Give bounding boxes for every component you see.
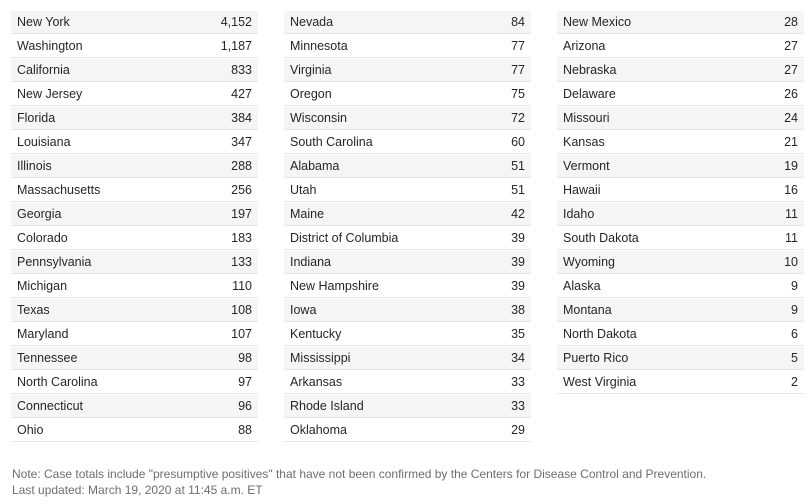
table-row: [284, 179, 531, 202]
state-name: Ohio: [17, 423, 44, 437]
last-updated: Last updated: March 19, 2020 at 11:45 a.m. ET: [12, 482, 263, 497]
case-count: 19: [784, 159, 798, 173]
table-row: [284, 275, 531, 298]
table-row: [284, 299, 531, 322]
table-row: [11, 299, 258, 322]
state-name: Utah: [290, 183, 317, 197]
state-name: Delaware: [563, 87, 616, 101]
state-name: North Dakota: [563, 327, 637, 341]
table-column-3: [557, 11, 804, 394]
state-name: Vermont: [563, 159, 610, 173]
table-row: [284, 227, 531, 250]
case-count: 84: [511, 15, 525, 29]
state-name: Texas: [17, 303, 50, 317]
case-count: 39: [511, 279, 525, 293]
state-name: Massachusetts: [17, 183, 101, 197]
case-count: 96: [238, 399, 252, 413]
table-row: [284, 11, 531, 34]
footnote: Note: Case totals include "presumptive positives" that have not been confirmed by the Centers for Disease Control and Prevention.: [12, 467, 707, 481]
table-row: [11, 251, 258, 274]
table-row: [284, 203, 531, 226]
state-name: Nevada: [290, 15, 334, 29]
table-row: [557, 107, 804, 130]
table-row: [557, 203, 804, 226]
case-count: 4,152: [220, 15, 252, 29]
table-row: [284, 251, 531, 274]
state-name: West Virginia: [563, 375, 637, 389]
state-name: Alabama: [290, 159, 340, 173]
case-count: 10: [784, 255, 798, 269]
table-row: [557, 59, 804, 82]
case-count: 256: [231, 183, 252, 197]
state-name: South Dakota: [563, 231, 639, 245]
table-row: [11, 155, 258, 178]
state-name: Hawaii: [563, 183, 601, 197]
case-count: 39: [511, 231, 525, 245]
case-count: 33: [511, 399, 525, 413]
footer-notes: [12, 467, 706, 498]
state-name: Rhode Island: [290, 399, 364, 413]
table-row: [11, 59, 258, 82]
state-name: Arkansas: [290, 375, 343, 389]
state-name: Alaska: [563, 279, 601, 293]
table-row: [284, 155, 531, 178]
state-name: Connecticut: [17, 399, 84, 413]
case-count: 384: [231, 111, 252, 125]
case-count: 288: [231, 159, 252, 173]
state-name: New Jersey: [17, 87, 83, 101]
table-row: [284, 323, 531, 346]
state-name: New York: [17, 15, 70, 29]
state-name: Colorado: [17, 231, 68, 245]
case-count: 107: [231, 327, 252, 341]
case-count: 98: [238, 351, 252, 365]
table-row: [557, 323, 804, 346]
state-name: Illinois: [17, 159, 52, 173]
table-row: [11, 275, 258, 298]
state-name: Pennsylvania: [17, 255, 92, 269]
case-count: 77: [511, 63, 525, 77]
case-count: 29: [511, 423, 525, 437]
table-row: [284, 35, 531, 58]
case-count: 9: [791, 279, 798, 293]
case-count: 35: [511, 327, 525, 341]
case-count: 72: [511, 111, 525, 125]
state-name: New Mexico: [563, 15, 632, 29]
table-row: [557, 251, 804, 274]
state-name: Wyoming: [563, 255, 615, 269]
case-count: 9: [791, 303, 798, 317]
case-count: 11: [785, 231, 798, 245]
state-name: Washington: [17, 39, 83, 53]
table-row: [11, 371, 258, 394]
case-count: 60: [511, 135, 525, 149]
case-count: 6: [791, 327, 798, 341]
table-column-2: [284, 11, 531, 442]
table-row: [11, 107, 258, 130]
case-count: 110: [232, 279, 252, 293]
state-name: Oklahoma: [290, 423, 347, 437]
table-row: [557, 371, 804, 394]
table-row: [284, 419, 531, 442]
state-name: Maryland: [17, 327, 69, 341]
state-name: New Hampshire: [290, 279, 379, 293]
state-name: Oregon: [290, 87, 332, 101]
table-row: [557, 35, 804, 58]
table-row: [11, 347, 258, 370]
state-name: Kentucky: [290, 327, 342, 341]
state-name: South Carolina: [290, 135, 373, 149]
table-row: [11, 131, 258, 154]
state-name: Nebraska: [563, 63, 617, 77]
case-count: 347: [231, 135, 252, 149]
state-name: Georgia: [17, 207, 62, 221]
state-name: Virginia: [290, 63, 332, 77]
state-name: Missouri: [563, 111, 610, 125]
table-row: [557, 155, 804, 178]
table-row: [11, 323, 258, 346]
table-row: [284, 59, 531, 82]
case-count: 75: [511, 87, 525, 101]
state-name: Wisconsin: [290, 111, 347, 125]
table-row: [557, 347, 804, 370]
state-name: Montana: [563, 303, 612, 317]
table-row: [11, 419, 258, 442]
case-count: 183: [231, 231, 252, 245]
case-count: 33: [511, 375, 525, 389]
case-count: 133: [231, 255, 252, 269]
case-count: 27: [784, 63, 798, 77]
state-name: Louisiana: [17, 135, 71, 149]
case-count: 108: [231, 303, 252, 317]
case-count: 34: [511, 351, 525, 365]
state-name: Arizona: [563, 39, 606, 53]
case-count: 38: [511, 303, 525, 317]
state-name: Idaho: [563, 207, 595, 221]
table-row: [284, 131, 531, 154]
table-row: [557, 83, 804, 106]
state-name: Florida: [17, 111, 56, 125]
case-count: 2: [791, 375, 798, 389]
state-name: North Carolina: [17, 375, 98, 389]
table-row: [11, 83, 258, 106]
case-count: 21: [784, 135, 798, 149]
state-name: Kansas: [563, 135, 605, 149]
table-row: [11, 227, 258, 250]
case-count: 1,187: [220, 39, 252, 53]
case-count: 16: [784, 183, 798, 197]
case-count: 26: [784, 87, 798, 101]
case-count: 11: [785, 207, 798, 221]
table-row: [284, 371, 531, 394]
table-row: [284, 107, 531, 130]
table-row: [284, 83, 531, 106]
table-row: [557, 227, 804, 250]
case-count: 77: [511, 39, 525, 53]
case-count: 97: [238, 375, 252, 389]
table-row: [11, 179, 258, 202]
table-row: [11, 35, 258, 58]
table-row: [557, 131, 804, 154]
table-row: [557, 11, 804, 34]
case-count: 24: [784, 111, 798, 125]
state-name: Puerto Rico: [563, 351, 629, 365]
case-count: 39: [511, 255, 525, 269]
table-row: [284, 347, 531, 370]
table-row: [11, 203, 258, 226]
state-name: Mississippi: [290, 351, 351, 365]
case-count: 833: [231, 63, 252, 77]
state-name: Iowa: [290, 303, 317, 317]
case-count: 27: [784, 39, 798, 53]
table-row: [11, 395, 258, 418]
case-count: 42: [511, 207, 525, 221]
case-count: 88: [238, 423, 252, 437]
case-count: 197: [231, 207, 252, 221]
state-name: California: [17, 63, 70, 77]
table-row: [284, 395, 531, 418]
state-name: Maine: [290, 207, 325, 221]
case-count: 5: [791, 351, 798, 365]
state-name: Tennessee: [17, 351, 78, 365]
case-count: 28: [784, 15, 798, 29]
state-name: District of Columbia: [290, 231, 399, 245]
state-name: Michigan: [17, 279, 68, 293]
case-count: 51: [511, 183, 525, 197]
table-row: [557, 179, 804, 202]
state-name: Minnesota: [290, 39, 348, 53]
case-count: 427: [231, 87, 252, 101]
table-row: [11, 11, 258, 34]
table-column-1: [11, 11, 258, 442]
state-name: Indiana: [290, 255, 332, 269]
table-row: [557, 275, 804, 298]
table-row: [557, 299, 804, 322]
case-count: 51: [511, 159, 525, 173]
